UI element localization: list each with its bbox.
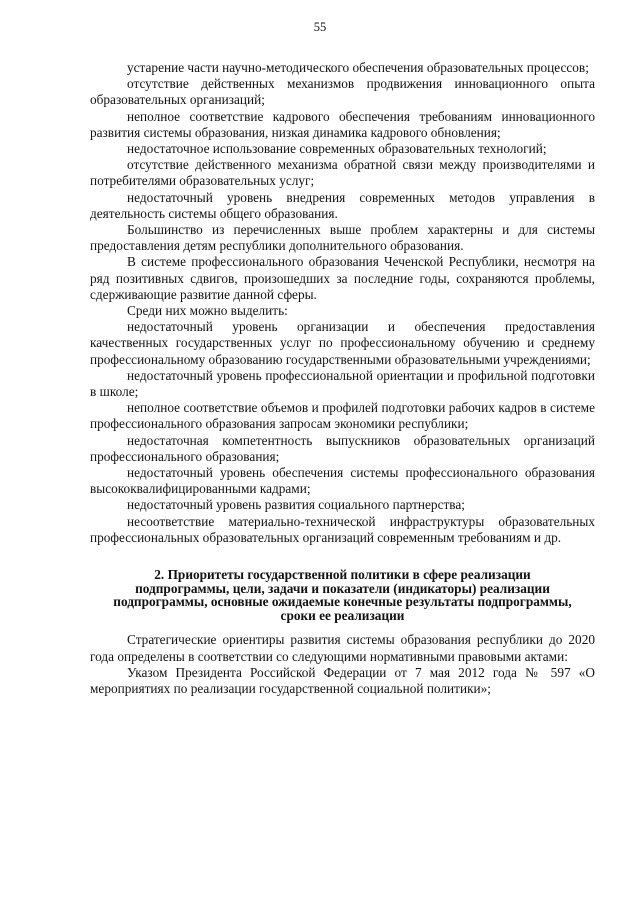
body-paragraph: неполное соответствие кадрового обеспечения требованиям инновационного развития системы образования, низкая динамика кадрового обновления; [90,108,595,140]
body-paragraph: неполное соответствие объемов и профилей подготовки рабочих кадров в системе профессионального образования запросам экономики республики; [90,400,595,432]
body-paragraph: Стратегические ориентиры развития системы образования республики до 2020 года определены в соответствии со следующими нормативными правовыми актами: [90,632,595,664]
body-paragraph: отсутствие действенного механизма обратной связи между производителями и потребителями образовательных услуг; [90,157,595,189]
body-paragraph: недостаточная компетентность выпускников образовательных организаций профессионального образования; [90,432,595,464]
document-body [90,60,595,697]
body-paragraph: недостаточный уровень внедрения современных методов управления в деятельность системы общего образования. [90,189,595,221]
body-paragraph: недостаточный уровень профессиональной ориентации и профильной подготовки в школе; [90,367,595,400]
body-paragraph: несоответствие материально-технической инфраструктуры образовательных профессиональных образовательных организаций современным требованиям и др. [90,513,595,545]
body-paragraph: Указом Президента Российской Федерации от 7 мая 2012 года № 597 «О мероприятиях по реализации государственной социальной политики»; [90,664,595,697]
body-paragraph: недостаточный уровень развития социального партнерства; [127,497,465,513]
page-number: 55 [313,20,327,34]
body-paragraph: В системе профессионального образования Чеченской Республики, несмотря на ряд позитивных сдвигов, произошедших за последние годы, сохраняются проблемы, сдерживающие развитие данной сферы. [90,254,595,302]
body-paragraph: недостаточное использование современных образовательных технологий; [127,141,547,157]
body-paragraph: недостаточный уровень организации и обеспечения предоставления качественных государственных услуг по профессиональному обучению и среднему профессиональному образованию государственными образовательными учреждениями; [90,319,595,367]
body-paragraph: Среди них можно выделить: [127,303,288,319]
body-paragraph: отсутствие действенных механизмов продвижения инновационного опыта образовательных организаций; [90,76,595,108]
body-paragraph: Большинство из перечисленных выше проблем характерны и для системы предоставления детям республики дополнительного образования. [90,222,595,254]
section-heading: 2. Приоритеты государственной политики в сфере реализации подпрограммы, цели, задачи и показатели (индикаторы) реализации подпрограммы, основные ожидаемые конечные результаты подпрограммы, сроки ее реализации [113,567,572,623]
body-paragraph: устарение части научно-методического обеспечения образовательных процессов; [127,60,589,75]
body-paragraph: недостаточный уровень обеспечения системы профессионального образования высококвалифицированными кадрами; [90,465,595,497]
